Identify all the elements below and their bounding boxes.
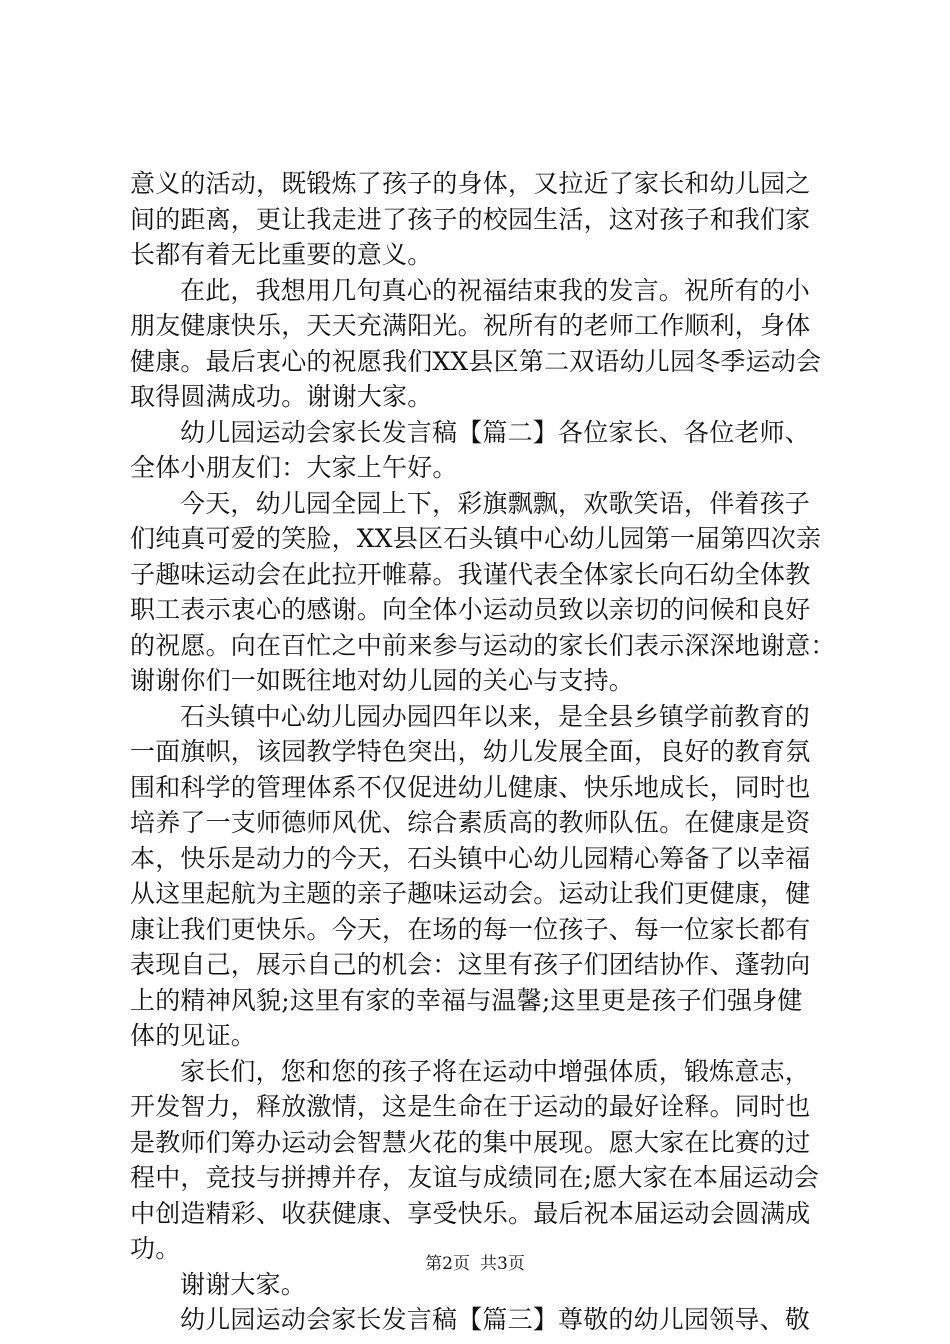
text-line: 子趣味运动会在此拉开帷幕。我谨代表全体家长向石幼全体教 xyxy=(130,559,811,589)
document-body xyxy=(130,166,836,1338)
text-line: 幼儿园运动会家长发言稿【篇二】各位家长、各位老师、 xyxy=(180,417,811,447)
text-line: 表现自己，展示自己的机会：这里有孩子们团结协作、蓬勃向 xyxy=(130,950,811,979)
text-line: 是教师们筹办运动会智慧火花的集中展现。愿大家在比赛的过 xyxy=(130,1127,811,1157)
text-line: 程中，竞技与拼搏并存，友谊与成绩同在;愿大家在本届运动会 xyxy=(130,1163,820,1192)
text-line: 今天，幼儿园全园上下，彩旗飘飘，欢歌笑语，伴着孩子 xyxy=(180,488,811,518)
text-line: 一面旗帜，该园教学特色突出，幼儿发展全面，良好的教育氛 xyxy=(130,737,811,766)
text-line: 中创造精彩、收获健康、享受快乐。最后祝本届运动会圆满成 xyxy=(130,1198,811,1228)
text-line: 谢谢大家。 xyxy=(180,1269,307,1299)
text-line: 在此，我想用几句真心的祝福结束我的发言。祝所有的小 xyxy=(180,275,811,305)
text-line: 职工表示衷心的感谢。向全体小运动员致以亲切的问候和良好 xyxy=(130,595,811,624)
text-line: 健康。最后衷心的祝愿我们XX县区第二双语幼儿园冬季运动会 xyxy=(130,346,822,376)
text-line: 长都有着无比重要的意义。 xyxy=(130,240,433,269)
text-line: 本，快乐是动力的今天，石头镇中心幼儿园精心筹备了以幸福 xyxy=(130,843,811,873)
text-line: 幼儿园运动会家长发言稿【篇三】尊敬的幼儿园领导、敬 xyxy=(180,1305,811,1334)
text-line: 培养了一支师德师风优、综合素质高的教师队伍。在健康是资 xyxy=(130,808,811,837)
text-line: 的祝愿。向在百忙之中前来参与运动的家长们表示深深地谢意： xyxy=(130,630,836,660)
text-line: 上的精神风貌;这里有家的幸福与温馨;这里更是孩子们强身健 xyxy=(130,985,803,1015)
text-line: 取得圆满成功。谢谢大家。 xyxy=(130,382,433,411)
text-line: 体的见证。 xyxy=(130,1021,257,1050)
page-total: 共3页 xyxy=(480,1254,525,1274)
text-line: 功。 xyxy=(130,1234,181,1263)
text-line: 石头镇中心幼儿园办园四年以来，是全县乡镇学前教育的 xyxy=(180,701,811,731)
text-line: 家长们，您和您的孩子将在运动中增强体质，锻炼意志， xyxy=(180,1056,811,1086)
text-line: 意义的活动，既锻炼了孩子的身体，又拉近了家长和幼儿园之 xyxy=(130,169,811,198)
page-number: 第2页 xyxy=(425,1254,470,1274)
text-line: 从这里起航为主题的亲子趣味运动会。运动让我们更健康，健 xyxy=(130,879,811,908)
text-line: 康让我们更快乐。今天，在场的每一位孩子、每一位家长都有 xyxy=(130,914,811,944)
page-footer xyxy=(0,1254,950,1274)
text-line: 全体小朋友们：大家上午好。 xyxy=(130,453,458,482)
text-line: 朋友健康快乐，天天充满阳光。祝所有的老师工作顺利，身体 xyxy=(130,311,811,340)
text-line: 们纯真可爱的笑脸，XX县区石头镇中心幼儿园第一届第四次亲 xyxy=(130,524,822,553)
text-line: 开发智力，释放激情，这是生命在于运动的最好诠释。同时也 xyxy=(130,1092,811,1121)
text-line: 间的距离，更让我走进了孩子的校园生活，这对孩子和我们家 xyxy=(130,204,811,234)
text-line: 围和科学的管理体系不仅促进幼儿健康、快乐地成长，同时也 xyxy=(130,772,811,802)
text-line: 谢谢你们一如既往地对幼儿园的关心与支持。 xyxy=(130,666,635,695)
